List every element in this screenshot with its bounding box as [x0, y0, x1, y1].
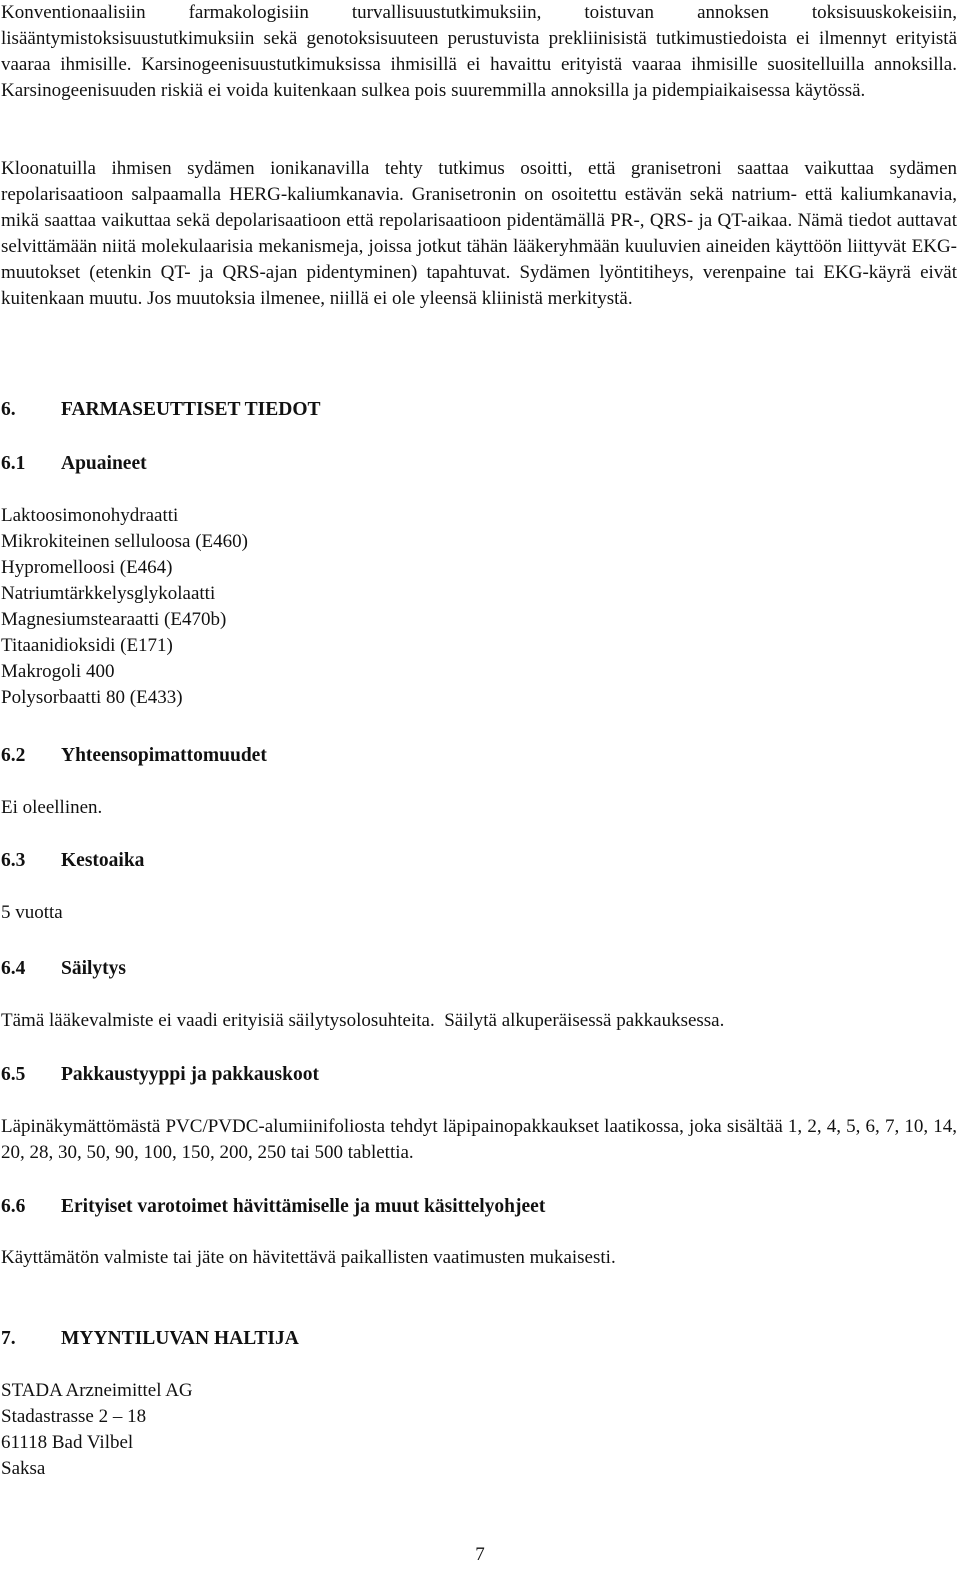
address-line: Stadastrasse 2 – 18 — [1, 1406, 147, 1427]
section-number: 6.3 — [1, 850, 26, 871]
preclinical-safety-text: Konventionaalisiin farmakologisiin turvallisuustutkimuksiin, toistuvan annoksen toksisuuskokeisiin, lisääntymistoksisuustutkimuksiin sekä genotoksisuuteen perustuvista prekliinisistä tutkimustiedoista ei ilmennyt erityistä vaaraa ihmisille. Karsinogeenisuustutkimuksissa ihmisillä ei havaittu erityistä vaaraa ihmisille suositelluilla annoksilla. Karsinogeenisuuden riskiä ei voida kuitenkaan sulkea pois suuremmilla annoksilla ja pidempiaikaisessa käytössä. — [1, 2, 957, 101]
packaging-text: Läpinäkymättömästä PVC/PVDC-alumiinifoliosta tehdyt läpipainopakkaukset laatikossa, joka sisältää 1, 2, 4, 5, 6, 7, 10, 14, 20, 28, 30, 50, 90, 100, 150, 200, 250 tai 500 tablettia. — [1, 1116, 957, 1163]
section-6-3-heading — [1, 848, 144, 874]
list-item: Mikrokiteinen selluloosa (E460) — [1, 531, 248, 552]
list-item: Natriumtärkkelysglykolaatti — [1, 583, 216, 604]
excipients-list — [1, 503, 248, 711]
cardiac-ion-channel-paragraph — [1, 156, 957, 312]
disposal-text: Käyttämätön valmiste tai jäte on hävitettävä paikallisten vaatimusten mukaisesti. — [1, 1247, 616, 1268]
section-title: Erityiset varotoimet hävittämiselle ja muut käsittelyohjeet — [61, 1196, 546, 1217]
section-title: MYYNTILUVAN HALTIJA — [61, 1328, 299, 1349]
section-title: Pakkaustyyppi ja pakkauskoot — [61, 1064, 319, 1085]
packaging-paragraph — [1, 1114, 957, 1166]
storage-text: Tämä lääkevalmiste ei vaadi erityisiä säilytysolosuhteita. Säilytä alkuperäisessä pakkauksessa. — [1, 1010, 725, 1031]
section-title: Kestoaika — [61, 850, 145, 871]
page-number: 7 — [475, 1544, 485, 1565]
list-item: Titaanidioksidi (E171) — [1, 635, 173, 656]
cardiac-ion-channel-text: Kloonatuilla ihmisen sydämen ionikanavilla tehty tutkimus osoitti, että granisetroni saattaa vaikuttaa sydämen repolarisaatioon salpaamalla HERG-kaliumkanavia. Granisetronin on osoitettu estävän sekä natrium- että kaliumkanavia, mikä saattaa vaikuttaa sekä depolarisaatioon että repolarisaatioon pidentämällä PR-, QRS- ja QT-aikaa. Nämä tiedot auttavat selvittämään niitä molekulaarisia mekanismeja, joissa jotkut tähän lääkeryhmään kuuluvien aineiden käyttöön liittyvät EKG-muutokset (etenkin QT- ja QRS-ajan pidentyminen) tapahtuvat. Sydämen lyöntitiheys, verenpaine tai EKG-käyrä eivät kuitenkaan muutu. Jos muutoksia ilmenee, niillä ei ole yleensä kliinistä merkitystä. — [1, 158, 957, 309]
address-line: STADA Arzneimittel AG — [1, 1380, 193, 1401]
section-7-heading — [1, 1326, 299, 1352]
shelf-life-text: 5 vuotta — [1, 902, 63, 923]
section-6-1-heading — [1, 451, 147, 477]
section-title: Apuaineet — [61, 453, 147, 474]
section-number: 7. — [1, 1328, 16, 1349]
section-title: Säilytys — [61, 958, 127, 979]
section-6-heading — [1, 397, 321, 423]
section-6-5-heading — [1, 1062, 319, 1088]
list-item: Hypromelloosi (E464) — [1, 557, 173, 578]
section-title: FARMASEUTTISET TIEDOT — [61, 399, 321, 420]
marketing-authorisation-holder-address — [1, 1378, 193, 1482]
section-number: 6.1 — [1, 453, 26, 474]
address-line: Saksa — [1, 1458, 46, 1479]
section-number: 6.2 — [1, 745, 26, 766]
section-number: 6.5 — [1, 1064, 26, 1085]
section-number: 6. — [1, 399, 16, 420]
section-6-2-heading — [1, 743, 267, 769]
section-6-4-heading — [1, 956, 126, 982]
preclinical-safety-paragraph — [1, 0, 957, 104]
list-item: Makrogoli 400 — [1, 661, 115, 682]
list-item: Polysorbaatti 80 (E433) — [1, 687, 183, 708]
list-item: Laktoosimonohydraatti — [1, 505, 179, 526]
address-line: 61118 Bad Vilbel — [1, 1432, 134, 1453]
section-6-6-heading — [1, 1194, 545, 1220]
section-number: 6.4 — [1, 958, 26, 979]
incompatibilities-text: Ei oleellinen. — [1, 797, 103, 818]
list-item: Magnesiumstearaatti (E470b) — [1, 609, 227, 630]
section-number: 6.6 — [1, 1196, 26, 1217]
section-title: Yhteensopimattomuudet — [61, 745, 267, 766]
